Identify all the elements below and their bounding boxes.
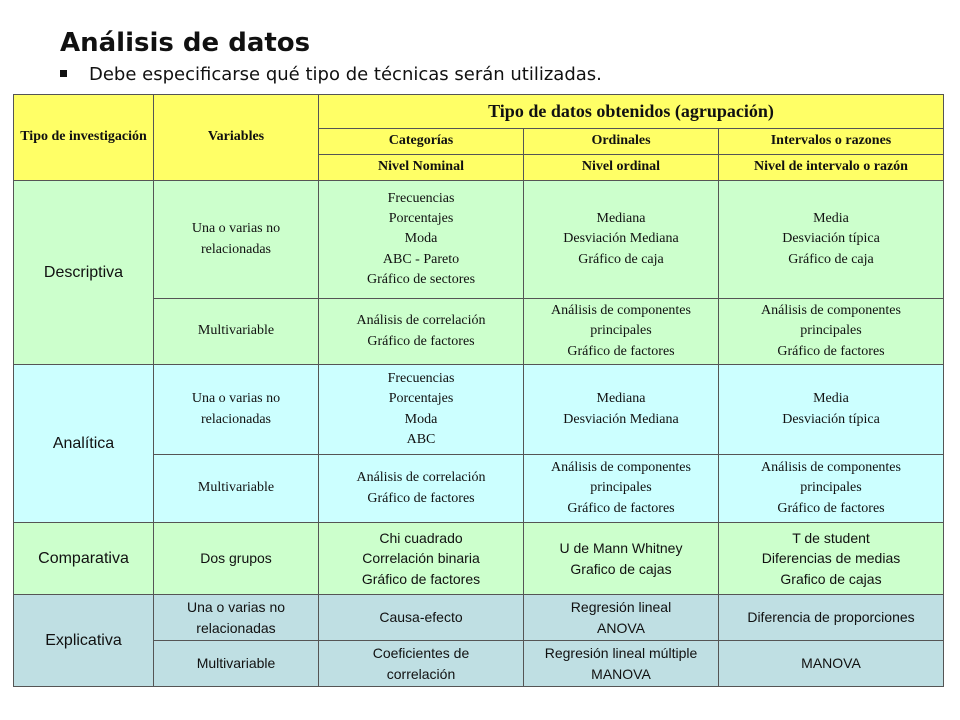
technique-text: Gráfico de factores — [567, 343, 675, 359]
technique-text: Gráfico de factores — [567, 500, 675, 516]
variables-cell: Multivariable — [154, 299, 319, 365]
technique-text: Porcentajes — [388, 211, 454, 227]
table-row — [14, 455, 944, 523]
technique-text: Gráfico de sectores — [366, 271, 476, 287]
technique-text: principales — [590, 323, 652, 339]
research-type-cell: Comparativa — [14, 523, 154, 595]
variables-cell: Una o varias no relacionadas — [154, 365, 319, 455]
technique-cell — [319, 641, 524, 687]
technique-cell — [524, 299, 719, 365]
technique-text: Media — [813, 391, 849, 407]
technique-text: Moda — [404, 231, 438, 247]
technique-cell — [524, 365, 719, 455]
technique-cell — [524, 181, 719, 299]
technique-text: Causa-efecto — [379, 609, 463, 626]
technique-text: Coeficientes de — [372, 645, 470, 662]
table-row — [14, 181, 944, 299]
technique-text: Regresión lineal múltiple — [544, 645, 698, 662]
technique-text: ABC - Pareto — [382, 251, 460, 267]
technique-text: ANOVA — [597, 619, 645, 636]
technique-text: Correlación binaria — [362, 550, 480, 567]
technique-text: Desviación Mediana — [563, 411, 679, 427]
technique-text: T de student — [792, 530, 870, 547]
technique-text: Gráfico de factores — [777, 343, 885, 359]
technique-text: Diferencia de proporciones — [747, 609, 915, 626]
technique-text: Mediana — [596, 211, 646, 227]
variables-cell: Una o varias no relacionadas — [154, 595, 319, 641]
technique-text: Frecuencias — [387, 370, 455, 386]
technique-cell — [719, 455, 944, 523]
technique-cell — [719, 181, 944, 299]
technique-text: Moda — [404, 411, 438, 427]
technique-text: Grafico de cajas — [570, 560, 672, 577]
bullet-text: Debe especificarse qué tipo de técnicas serán utilizadas. — [89, 64, 602, 85]
technique-text: Análisis de correlación — [356, 313, 486, 329]
header-datos: Tipo de datos obtenidos (agrupación) — [319, 95, 944, 129]
technique-text: Análisis de componentes — [761, 303, 901, 319]
research-type-cell: Descriptiva — [14, 181, 154, 365]
table-row — [14, 299, 944, 365]
table-row — [14, 365, 944, 455]
header-variables: Variables — [154, 95, 319, 181]
technique-text: Gráfico de factores — [367, 490, 475, 506]
variables-cell: Dos grupos — [154, 523, 319, 595]
technique-cell — [719, 523, 944, 595]
technique-text: ABC — [406, 431, 436, 447]
technique-text: Media — [813, 211, 849, 227]
technique-cell — [719, 365, 944, 455]
technique-text: Desviación típica — [782, 411, 880, 427]
technique-text: principales — [800, 323, 862, 339]
header-ordinales: Ordinales — [524, 129, 719, 155]
header-nivel-intervalo: Nivel de intervalo o razón — [719, 155, 944, 181]
slide-title: Análisis de datos — [60, 28, 311, 58]
technique-text: Gráfico de factores — [367, 333, 475, 349]
header-categorias: Categorías — [319, 129, 524, 155]
technique-text: Gráfico de factores — [361, 570, 481, 587]
technique-cell — [319, 455, 524, 523]
technique-text: Análisis de componentes — [761, 460, 901, 476]
table-row — [14, 595, 944, 641]
technique-cell — [719, 595, 944, 641]
technique-cell — [524, 595, 719, 641]
technique-text: MANOVA — [591, 665, 651, 682]
research-type-cell: Analítica — [14, 365, 154, 523]
technique-text: Análisis de correlación — [356, 470, 486, 486]
technique-cell — [319, 365, 524, 455]
technique-text: principales — [800, 480, 862, 496]
technique-text: Diferencias de medias — [761, 550, 901, 567]
technique-text: Gráfico de factores — [777, 500, 885, 516]
technique-text: principales — [590, 480, 652, 496]
technique-cell — [319, 523, 524, 595]
table-row — [14, 523, 944, 595]
technique-text: Gráfico de caja — [578, 251, 664, 267]
table-row — [14, 641, 944, 687]
variables-cell: Multivariable — [154, 641, 319, 687]
technique-text: Regresión lineal — [570, 599, 672, 616]
technique-text: Porcentajes — [388, 391, 454, 407]
variables-cell: Una o varias no relacionadas — [154, 181, 319, 299]
header-intervalos: Intervalos o razones — [719, 129, 944, 155]
technique-cell — [524, 641, 719, 687]
technique-cell — [719, 299, 944, 365]
bullet-point — [60, 64, 602, 85]
technique-cell — [719, 641, 944, 687]
technique-text: Grafico de cajas — [780, 570, 882, 587]
technique-cell — [524, 523, 719, 595]
technique-text: Análisis de componentes — [551, 460, 691, 476]
technique-cell — [319, 181, 524, 299]
header-tipo: Tipo de investigación — [14, 95, 154, 181]
technique-text: correlación — [386, 665, 456, 682]
technique-text: MANOVA — [801, 655, 861, 672]
technique-text: Desviación Mediana — [563, 231, 679, 247]
technique-cell — [319, 595, 524, 641]
technique-text: U de Mann Whitney — [559, 540, 683, 557]
header-nivel-ordinal: Nivel ordinal — [524, 155, 719, 181]
header-nivel-nominal: Nivel Nominal — [319, 155, 524, 181]
technique-cell — [319, 299, 524, 365]
technique-text: Gráfico de caja — [788, 251, 874, 267]
research-type-cell: Explicativa — [14, 595, 154, 687]
variables-cell: Multivariable — [154, 455, 319, 523]
technique-text: Análisis de componentes — [551, 303, 691, 319]
bullet-square-icon — [60, 70, 67, 77]
technique-cell — [524, 455, 719, 523]
analysis-table — [13, 94, 944, 687]
technique-text: Chi cuadrado — [379, 530, 463, 547]
technique-text: Desviación típica — [782, 231, 880, 247]
technique-text: Frecuencias — [387, 190, 455, 206]
technique-text: Mediana — [596, 391, 646, 407]
